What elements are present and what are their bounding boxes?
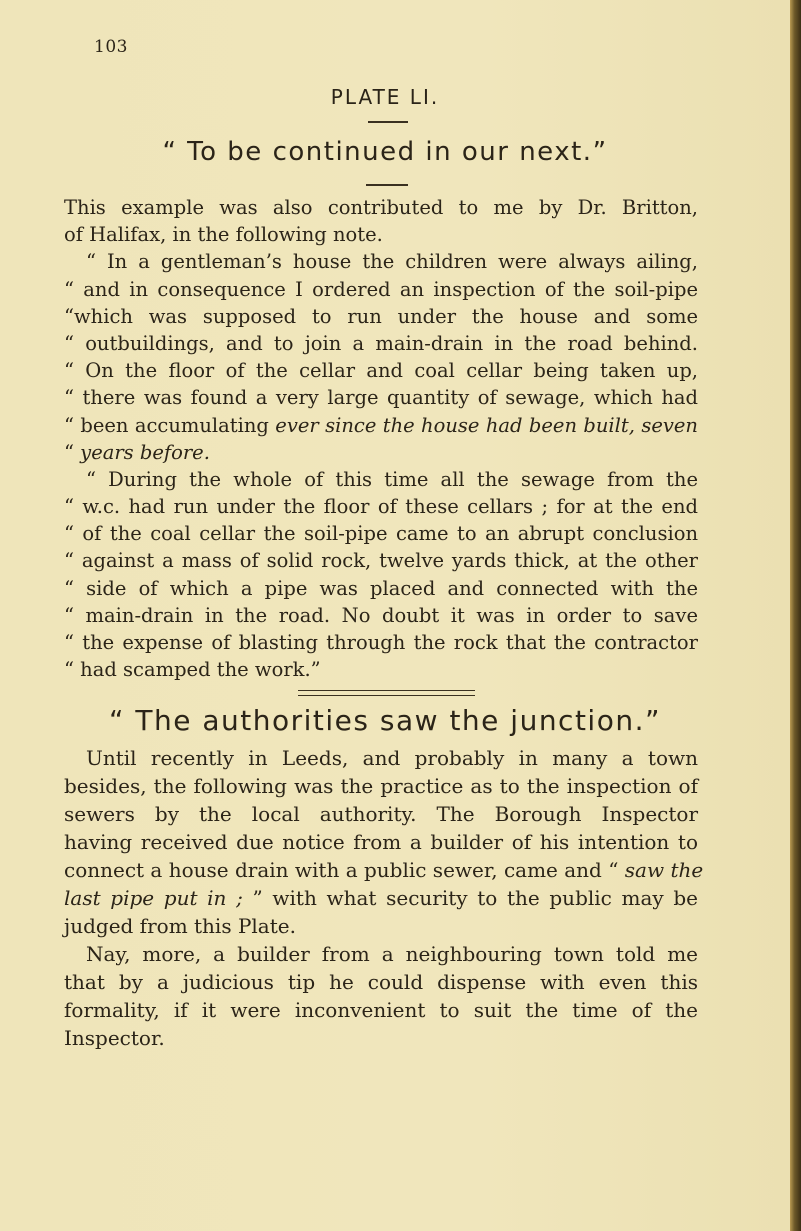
text-line: having received due notice from a builder of his intention to — [64, 830, 698, 854]
text-line: “which was supposed to run under the house and some — [64, 304, 698, 328]
title-rule — [368, 121, 408, 123]
text-line: “ On the floor of the cellar and coal cellar being taken up, — [64, 359, 698, 383]
heading-authorities: “ The authorities saw the junction.” — [108, 704, 661, 737]
text-line: Nay, more, a builder from a neighbouring town told me — [86, 942, 698, 966]
text-line: “ w.c. had run under the floor of these cellars ; for at the end — [64, 495, 698, 519]
text-line: “ side of which a pipe was placed and connected with the — [64, 576, 698, 600]
section-double-rule-top — [298, 690, 475, 691]
text-line: This example was also contributed to me by Dr. Britton, — [64, 196, 698, 219]
text-line: “ of the coal cellar the soil-pipe came to an abrupt conclusion — [64, 522, 698, 546]
britton-note — [64, 194, 698, 683]
text-line: sewers by the local authority. The Borough Inspector — [64, 802, 698, 826]
text-line: “ against a mass of solid rock, twelve yards thick, at the other — [64, 549, 698, 573]
heading-rule — [366, 184, 408, 186]
plate-title: PLATE LI. — [330, 85, 440, 109]
leeds-practice — [64, 744, 704, 1052]
text-line: “ main-drain in the road. No doubt it was in order to save — [64, 603, 698, 627]
section-double-rule-bottom — [298, 695, 475, 696]
text-line: “ years before. — [64, 440, 210, 464]
text-line: “ been accumulating ever since the house had been built, seven — [64, 413, 698, 437]
text-line: judged from this Plate. — [64, 914, 296, 938]
text-line: last pipe put in ; ” with what security to the public may be — [64, 886, 699, 910]
text-line: of Halifax, in the following note. — [64, 223, 383, 247]
heading-continued: “ To be continued in our next.” — [162, 137, 608, 167]
text-line: “ and in consequence I ordered an inspection of the soil-pipe — [64, 277, 698, 301]
book-spine-edge — [790, 0, 801, 1231]
text-line: “ there was found a very large quantity of sewage, which had — [64, 386, 698, 410]
text-line: “ had scamped the work.” — [64, 658, 321, 682]
text-line: “ During the whole of this time all the sewage from the — [86, 467, 698, 491]
text-line: connect a house drain with a public sewer, came and “ saw the — [64, 858, 704, 882]
text-line: “ In a gentleman’s house the children were always ailing, — [86, 250, 698, 274]
text-line: “ the expense of blasting through the rock that the contractor — [64, 631, 698, 654]
text-line: besides, the following was the practice as to the inspection of — [64, 774, 698, 798]
text-line: Inspector. — [64, 1026, 165, 1050]
text-line: formality, if it were inconvenient to suit the time of the — [64, 998, 698, 1022]
text-line: Until recently in Leeds, and probably in many a town — [86, 746, 698, 770]
text-line: “ outbuildings, and to join a main-drain in the road behind. — [64, 331, 698, 355]
text-line: that by a judicious tip he could dispense with even this — [64, 970, 698, 994]
page-number: 103 — [94, 37, 128, 57]
